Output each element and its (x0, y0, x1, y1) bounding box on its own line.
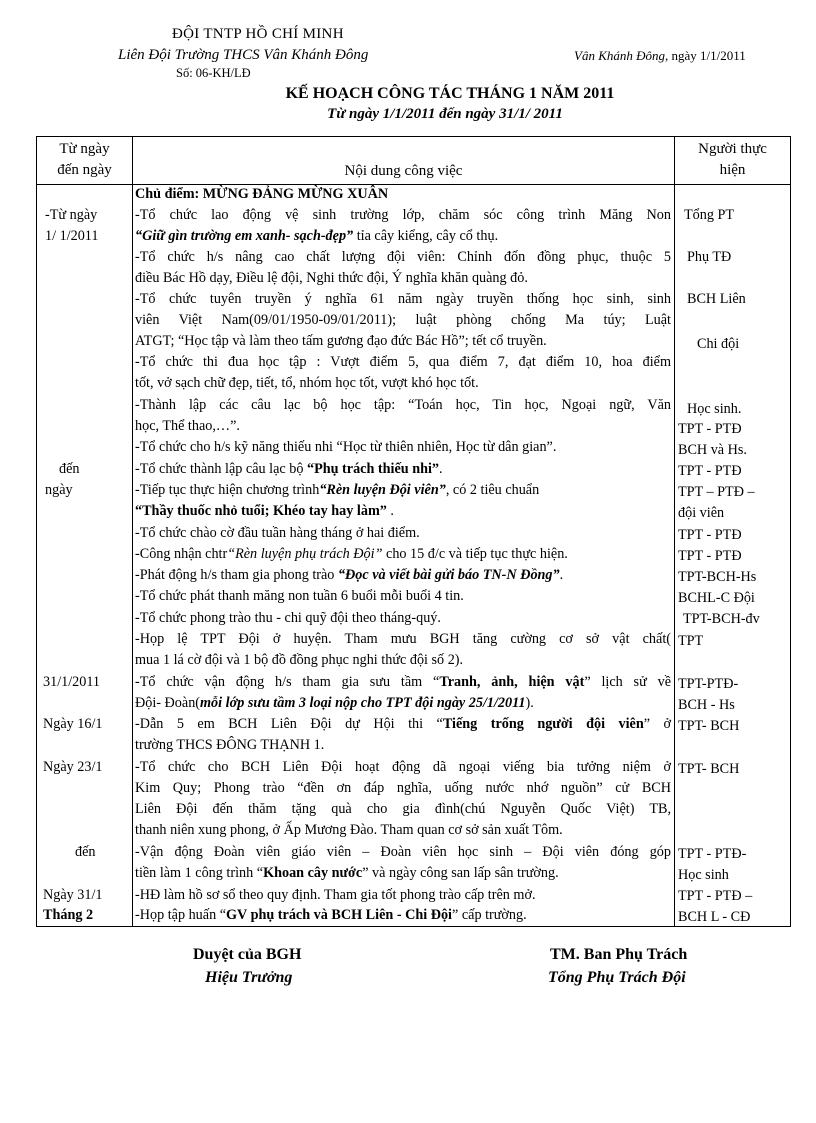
task-line (135, 863, 559, 884)
header-content: Nội dung công việc (344, 163, 463, 179)
task-line (135, 693, 534, 714)
document-number: Số: 06-KH/LĐ (176, 66, 251, 80)
task-bold: GV phụ trách và BCH Liên - Chi Đội (226, 907, 452, 923)
task-text: ” ở (643, 716, 671, 732)
header-date-cell (37, 139, 132, 181)
document-title: KẾ HOẠCH CÔNG TÁC THÁNG 1 NĂM 2011 (285, 85, 615, 102)
task-line (135, 672, 671, 693)
person-cell: BCH - Hs (678, 697, 735, 713)
header-person-line2: hiện (719, 162, 746, 178)
task-bold: “Rèn luyện Đội viên” (319, 482, 446, 498)
person-cell: BCH Liên (687, 291, 746, 307)
task-text: tỉa cây kiểng, cây cổ thụ. (353, 228, 499, 244)
board-title: TM. Ban Phụ Trách (550, 946, 688, 963)
person-cell: TPT-PTĐ- (678, 676, 739, 692)
task-line: tốt, vở sạch chữ đẹp, tiết, tổ, nhóm học tốt, vượt khó học tốt. (135, 375, 479, 391)
person-cell: TPT – PTĐ – (678, 484, 755, 500)
task-line: -Vận động Đoàn viên giáo viên – Đoàn viên học sinh – Đội viên đóng góp (135, 844, 671, 860)
person-cell: TPT- BCH (678, 718, 740, 734)
date-cell: 1/ 1/2011 (45, 228, 99, 244)
task-bold: Tiếng trống người đội viên (442, 716, 644, 732)
date-cell: Ngày 23/1 (43, 759, 103, 775)
person-cell: BCH và Hs. (678, 442, 747, 458)
task-line: -Họp lệ TPT Đội ở huyện. Tham mưu BGH tăng cường cơ sở vật chất( (135, 631, 671, 647)
task-line (135, 714, 671, 735)
date-cell: đến (75, 844, 96, 860)
task-line: -HĐ làm hồ sơ sổ theo quy định. Tham gia tốt phong trào cấp trên mở. (135, 887, 536, 903)
date-cell: ngày (45, 482, 73, 498)
task-text: -Tổ chức vận động h/s tham gia sưu tầm “ (135, 674, 440, 690)
task-line (135, 480, 539, 501)
task-line: điều Bác Hồ dạy, Điều lệ đội, Nghi thức đội, Ý nghĩa khăn quàng đỏ. (135, 270, 528, 286)
date-cell: -Từ ngày (45, 207, 98, 223)
task-italic: “Rèn luyện phụ trách Đội” (227, 546, 383, 562)
task-line (135, 565, 563, 586)
task-text: ” và ngày công san lấp sân trường. (362, 865, 559, 881)
task-line (135, 226, 498, 247)
person-cell: TPT (678, 633, 704, 649)
task-text: ” lịch sử về (584, 674, 671, 690)
person-cell: Tổng PT (684, 207, 735, 223)
task-text: -Tổ chức thành lập câu lạc bộ (135, 461, 307, 477)
place-date (574, 48, 746, 64)
header-person-line1: Người thực (698, 141, 767, 157)
person-cell: TPT-BCH-đv (683, 611, 760, 627)
date-cell: đến (59, 461, 80, 477)
person-cell: TPT-BCH-Hs (678, 569, 757, 585)
task-text: ). (525, 695, 534, 711)
header-school: Liên Đội Trường THCS Vân Khánh Đông (118, 47, 369, 63)
task-line: -Thành lập các câu lạc bộ học tập: “Toán học, Tin học, Ngoại ngữ, Văn (135, 397, 671, 413)
task-bold: “Phụ trách thiếu nhi” (306, 461, 440, 477)
task-line: ATGT; “Học tập và làm theo tấm gương đạo đức Bác Hồ”; tết cổ truyền. (135, 333, 547, 349)
person-cell: TPT- BCH (678, 761, 740, 777)
task-line: thanh niên xung phong, ở Ấp Mương Đào. Tham quan cơ sở sản xuất Tôm. (135, 822, 563, 838)
date-cell: 31/1/2011 (43, 674, 101, 690)
task-line: Kim Quy; Phong trào “đền ơn đáp nghĩa, uống nước nhớ nguồn” cử BCH (135, 780, 671, 796)
document-subtitle: Từ ngày 1/1/2011 đến ngày 31/1/ 2011 (327, 106, 563, 122)
date-text: , ngày 1/1/2011 (665, 48, 746, 63)
task-text: tiền làm 1 công trình “ (135, 865, 264, 881)
header-date-line1: Từ ngày (59, 141, 110, 157)
task-line: -Tổ chức tuyên truyền ý nghĩa 61 năm ngày truyền thống học sinh, sinh (135, 291, 671, 307)
date-cell: Ngày 16/1 (43, 716, 103, 732)
plan-table (36, 136, 791, 927)
theme-heading: Chủ điểm: MỪNG ĐẢNG MỪNG XUÂN (135, 186, 389, 202)
task-text: . (386, 503, 394, 519)
task-line: trường THCS ĐÔNG THẠNH 1. (135, 737, 325, 753)
task-line: -Tổ chức h/s nâng cao chất lượng đội viên: Chỉnh đốn đồng phục, thuộc 5 (135, 249, 671, 265)
person-cell: Học sinh (678, 867, 729, 883)
header-person-cell (675, 139, 790, 181)
column-divider (674, 137, 675, 926)
task-line (135, 905, 527, 926)
task-bold: mỗi lớp sưu tầm 3 loại nộp cho TPT đội ngày 25/1/2011 (200, 695, 526, 711)
person-cell: đội viên (678, 505, 725, 521)
task-text: , có 2 tiêu chuẩn (445, 482, 540, 498)
task-line: viên Việt Nam(09/01/1950-09/01/2011); luật phòng chống Ma túy; Luật (135, 312, 671, 328)
header-org: ĐỘI TNTP HỒ CHÍ MINH (172, 26, 344, 42)
person-cell: Phụ TĐ (687, 249, 732, 265)
task-text: . (559, 567, 564, 583)
task-line: học, Thể thao,…”. (135, 418, 240, 434)
task-text: -Dẫn 5 em BCH Liên Đội dự Hội thi “ (135, 716, 443, 732)
task-line: -Tổ chức thi đua học tập : Vượt điểm 5, qua điểm 7, đạt điểm 10, hoa điểm (135, 354, 671, 370)
task-line: -Tổ chức cho h/s kỹ năng thiếu nhi “Học từ thiên nhiên, Học từ dân gian”. (135, 439, 557, 455)
task-text: Đội- Đoàn( (135, 695, 201, 711)
approval-role: Hiệu Trưởng (205, 969, 293, 986)
task-text: -Tiếp tục thực hiện chương trình (135, 482, 320, 498)
task-line: Liên Đội đến thăm tặng quà cho gia đình(chú Nguyễn Quốc Việt) TB, (135, 801, 671, 817)
person-cell: TPT - PTĐ (678, 527, 742, 543)
approval-title: Duyệt của BGH (193, 946, 302, 963)
task-text: . (439, 461, 443, 477)
task-line: mua 1 lá cờ đội và 1 bộ đồ đồng phục nghi thức đội số 2). (135, 652, 464, 668)
task-bold: “Thầy thuốc nhỏ tuổi; Khéo tay hay làm” (135, 503, 387, 519)
place-name: Vân Khánh Đông (574, 48, 665, 63)
task-line (135, 544, 568, 565)
task-line: -Tổ chức phát thanh măng non tuần 6 buổi mỗi buổi 4 tin. (135, 588, 464, 604)
person-cell: BCH L - CĐ (678, 909, 751, 925)
person-cell: Học sinh. (687, 401, 742, 417)
task-text: -Phát động h/s tham gia phong trào (135, 567, 338, 583)
task-line: -Tổ chức chào cờ đầu tuần hàng tháng ở hai điểm. (135, 525, 420, 541)
person-cell: TPT - PTĐ (678, 548, 742, 564)
date-cell: Ngày 31/1 (43, 887, 103, 903)
task-text: ” cấp trường. (452, 907, 527, 923)
person-cell: TPT - PTĐ- (678, 846, 747, 862)
task-bold: “Đọc và viết bài gửi báo TN-N Đồng” (337, 567, 560, 583)
person-cell: TPT - PTĐ (678, 421, 742, 437)
header-date-line2: đến ngày (57, 162, 112, 178)
task-line (135, 459, 443, 480)
task-line: -Tổ chức lao động vệ sinh trường lớp, chăm sóc công trình Măng Non (135, 207, 671, 223)
board-role: Tổng Phụ Trách Đội (548, 969, 686, 986)
task-line: -Tổ chức cho BCH Liên Đội hoạt động dã ngoại viếng bia tưởng niệm ở (135, 759, 671, 775)
task-text: -Họp tập huấn “ (135, 907, 227, 923)
person-cell: TPT - PTĐ (678, 463, 742, 479)
task-quote: “Giữ gìn trường em xanh- sạch-đẹp” (135, 228, 354, 244)
task-bold: Khoan cây nước (263, 865, 363, 881)
task-line: -Tổ chức phong trào thu - chi quỹ đội theo tháng-quý. (135, 610, 441, 626)
task-text: -Công nhận chtr (135, 546, 228, 562)
person-cell: TPT - PTĐ – (678, 888, 753, 904)
column-divider (132, 137, 133, 926)
task-text: cho 15 đ/c và tiếp tục thực hiện. (382, 546, 568, 562)
task-line (135, 501, 394, 522)
task-bold: Tranh, ảnh, hiện vật (439, 674, 585, 690)
date-cell: Tháng 2 (43, 907, 94, 923)
person-cell: Chi đội (697, 336, 740, 352)
person-cell: BCHL-C Đội (678, 590, 755, 606)
